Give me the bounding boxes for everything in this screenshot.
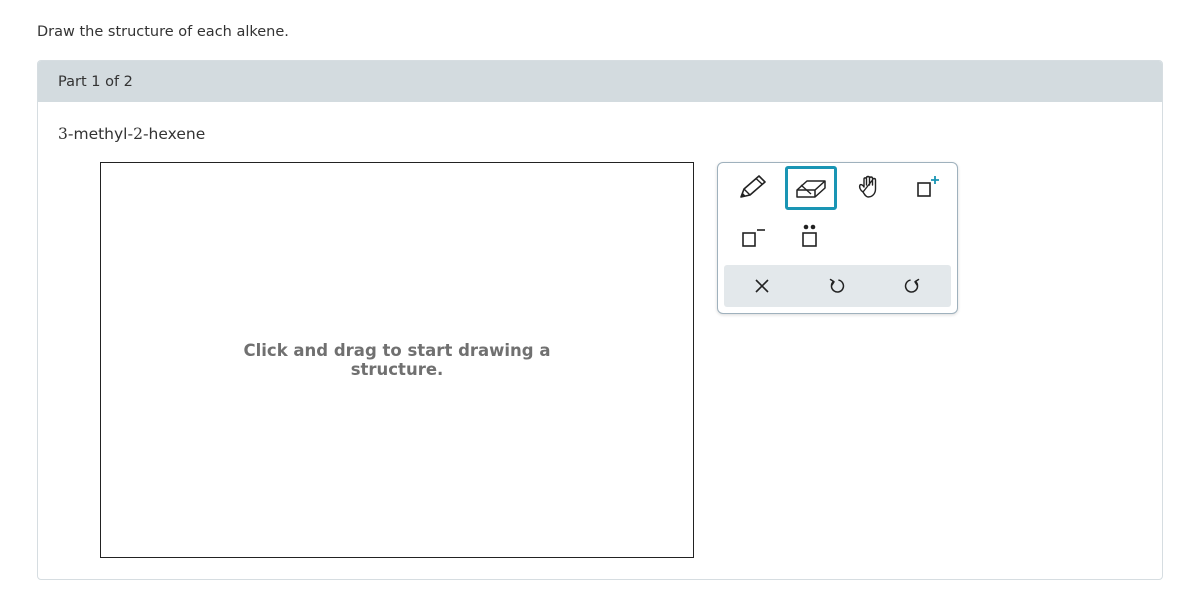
compound-parent: -hexene xyxy=(142,125,206,143)
compound-substituent: -methyl- xyxy=(67,125,134,143)
undo-icon xyxy=(827,276,847,296)
redo-button[interactable] xyxy=(887,265,937,307)
question-prompt: Draw the structure of each alkene. xyxy=(37,24,289,40)
negative-charge-icon xyxy=(735,222,769,252)
compound-locant-2: 2 xyxy=(133,125,143,143)
part-card xyxy=(37,60,1163,580)
compound-name xyxy=(58,125,205,143)
pencil-icon xyxy=(735,172,769,202)
part-header: Part 1 of 2 xyxy=(38,61,1162,102)
positive-charge-tool-button[interactable] xyxy=(902,166,952,208)
compound-locant-1: 3 xyxy=(58,125,68,143)
eraser-tool-button[interactable] xyxy=(785,166,837,210)
lone-pair-tool-button[interactable] xyxy=(785,216,835,258)
canvas-hint: Click and drag to start drawing a structure. xyxy=(243,341,551,379)
eraser-icon xyxy=(793,176,829,200)
drawing-toolbox xyxy=(717,162,958,314)
lone-pair-icon xyxy=(793,222,827,252)
pencil-tool-button[interactable] xyxy=(727,166,777,208)
drawing-canvas[interactable] xyxy=(100,162,694,558)
clear-icon xyxy=(753,277,771,295)
hand-icon xyxy=(854,172,884,202)
toolbox-action-bar xyxy=(724,265,951,307)
clear-button[interactable] xyxy=(737,265,787,307)
redo-icon xyxy=(902,276,922,296)
negative-charge-tool-button[interactable] xyxy=(727,216,777,258)
hand-tool-button[interactable] xyxy=(844,166,894,208)
positive-charge-icon xyxy=(910,172,944,202)
undo-button[interactable] xyxy=(812,265,862,307)
